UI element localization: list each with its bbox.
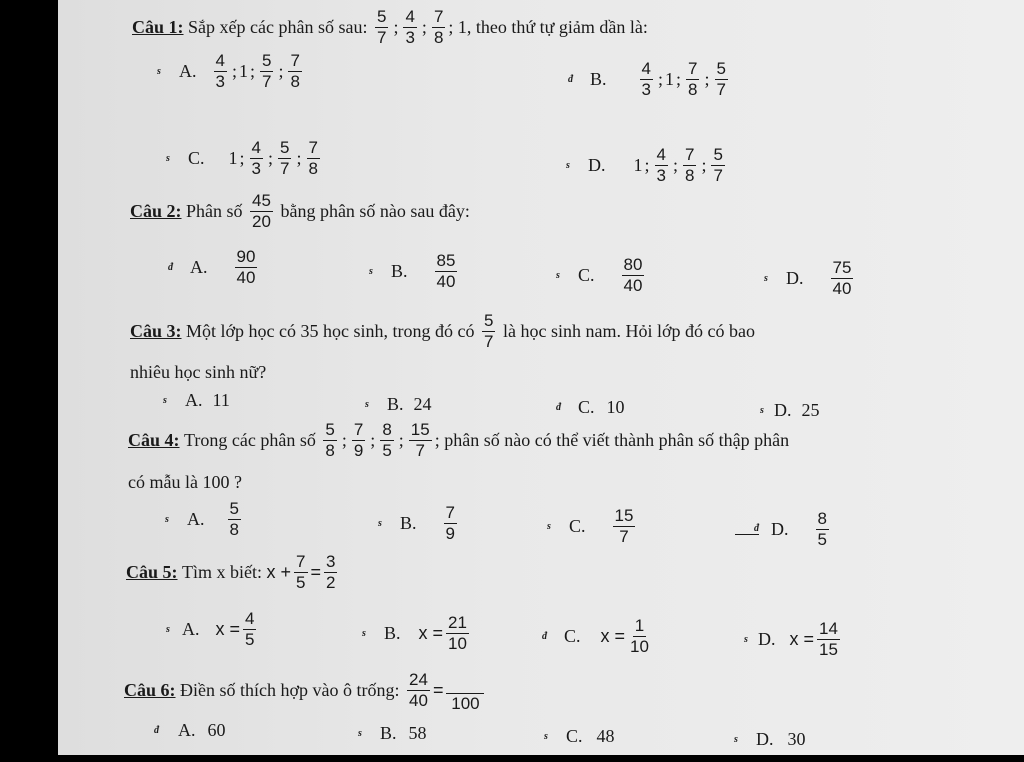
question-1: Câu 1: Sắp xếp các phân số sau: $\frac{5}{7}$ ; $\frac{4}{3}$ ; $\frac{7}{8}$ ; 1, theo thứ tự giảm dần là: (132, 7, 648, 47)
option-6d[interactable] (734, 729, 806, 750)
option-letter: D. (588, 154, 606, 175)
answer-mark: s (764, 272, 768, 284)
fraction: $\frac{8}{5}$ (382, 420, 392, 460)
fraction: $\frac{7}{9}$ (353, 420, 364, 460)
value: 1 (665, 68, 674, 89)
question-3 (130, 312, 755, 351)
fraction: $\frac{4}{3}$ (251, 138, 261, 178)
fraction: $\frac{4}{5}$ (245, 609, 255, 649)
fraction: $\frac{5}{7}$ (376, 7, 387, 47)
value: 1 (633, 154, 643, 175)
fraction: $\frac{7}{5}$ (296, 552, 306, 592)
fraction: $\frac{7}{8}$ (685, 145, 695, 185)
question-label: Câu 5: (126, 561, 178, 582)
fraction: $\frac{75}{40}$ (832, 258, 852, 298)
answer-mark: s (547, 520, 551, 532)
option-5c[interactable] (542, 617, 654, 656)
option-letter: B. (400, 512, 417, 533)
option-6b[interactable] (358, 723, 427, 744)
equation-left: x + (266, 561, 292, 582)
fraction: $\frac{8}{5}$ (817, 509, 827, 549)
option-3a[interactable] (163, 390, 230, 411)
fraction: $\frac{14}{15}$ (819, 619, 838, 659)
option-letter: B. (380, 723, 397, 743)
option-letter: A. (185, 390, 203, 410)
option-2c[interactable] (556, 256, 647, 295)
option-letter: A. (190, 256, 208, 277)
option-3c[interactable] (556, 397, 625, 418)
fraction: $\frac{15}{7}$ (410, 420, 430, 460)
option-letter: A. (187, 508, 205, 529)
question-5 (126, 553, 340, 592)
question-label: Câu 4: (128, 429, 180, 450)
option-letter: D. (771, 518, 789, 539)
answer-mark: s (165, 513, 169, 525)
answer-mark: đ (556, 402, 561, 413)
option-letter: D. (758, 628, 776, 649)
fraction: $\frac{45}{20}$ (252, 191, 271, 231)
answer-mark: đ (168, 261, 173, 273)
equals-sign: = (432, 679, 444, 700)
option-letter: D. (756, 729, 774, 749)
question-4-line2: có mẫu là 100 ? (128, 472, 242, 492)
option-value: 24 (413, 394, 432, 414)
answer-mark: s (744, 633, 748, 645)
question-label: Câu 2: (130, 200, 182, 221)
answer-mark: s (166, 623, 170, 635)
question-text: Phân số (186, 200, 243, 221)
fraction: $\frac{5}{7}$ (484, 311, 494, 351)
option-letter: D. (786, 267, 804, 288)
option-letter: C. (566, 726, 583, 746)
option-letter: C. (578, 397, 595, 417)
bottom-edge (0, 755, 1024, 762)
fraction: $\frac{5}{8}$ (229, 499, 239, 539)
answer-mark: đ (735, 523, 759, 535)
question-text: Một lớp học có 35 học sinh, trong đó có (186, 320, 475, 341)
option-value: 25 (801, 400, 820, 420)
answer-mark: đ (568, 73, 573, 85)
fraction: $\frac{4}{3}$ (656, 145, 666, 185)
blank-box[interactable] (448, 668, 482, 688)
answer-mark: s (163, 395, 167, 406)
option-2b[interactable] (369, 252, 460, 291)
blank-fraction: 100 (446, 668, 484, 713)
option-value: 48 (596, 726, 615, 746)
fraction: $\frac{5}{7}$ (262, 51, 272, 91)
answer-mark: s (369, 265, 373, 277)
fraction: $\frac{1}{10}$ (630, 616, 649, 656)
question-2 (130, 192, 470, 231)
option-prefix: x = (418, 622, 444, 643)
option-5b[interactable] (362, 614, 472, 653)
option-letter: B. (391, 260, 408, 281)
question-text-after: ; 1, theo thứ tự giảm dần là: (448, 16, 648, 37)
fraction: $\frac{5}{7}$ (716, 59, 726, 99)
option-1a[interactable]: s A. $\frac{4}{3}$ ; 1 ; $\frac{5}{7}$ ; $\frac{7}{8}$ (157, 51, 300, 91)
question-4: Câu 4: Trong các phân số $\frac{5}{8}$ ; $\frac{7}{9}$ ; $\frac{8}{5}$ ; $\frac{15}{7}$ ; phân số nào có thể viết thành phân số thập phân (128, 420, 790, 460)
option-3d[interactable] (760, 400, 820, 421)
option-1d[interactable]: s D. 1 ; $\frac{4}{3}$ ; $\frac{7}{8}$ ; $\frac{5}{7}$ (566, 145, 723, 185)
answer-mark: s (760, 405, 764, 416)
worksheet-page (58, 0, 1024, 762)
option-5a[interactable] (166, 610, 259, 649)
fraction: $\frac{24}{40}$ (409, 670, 428, 710)
option-letter: A. (179, 60, 197, 81)
question-text: Trong các phân số (184, 429, 316, 450)
question-text-after: ; phân số nào có thể viết thành phân số thập phân (434, 429, 790, 450)
fraction: $\frac{7}{8}$ (688, 59, 698, 99)
question-text-after: là học sinh nam. Hỏi lớp đó có bao (502, 320, 755, 341)
value: 1 (228, 147, 238, 168)
fraction: $\frac{7}{9}$ (445, 503, 455, 543)
option-6c[interactable] (544, 726, 615, 747)
option-letter: C. (188, 147, 205, 168)
answer-mark: s (362, 627, 366, 639)
question-6 (124, 668, 487, 713)
answer-mark: s (166, 152, 170, 164)
option-2d[interactable] (764, 259, 856, 298)
option-letter: D. (774, 400, 792, 420)
question-label: Câu 6: (124, 679, 176, 700)
option-letter: C. (564, 625, 581, 646)
option-prefix: x = (215, 618, 241, 639)
question-label: Câu 1: (132, 16, 184, 37)
option-value: 58 (408, 723, 427, 743)
fraction: $\frac{4}{3}$ (405, 7, 415, 47)
option-4b[interactable] (378, 504, 460, 543)
answer-mark: s (556, 269, 560, 281)
answer-mark: s (365, 399, 369, 410)
answer-mark: s (358, 728, 362, 739)
option-value: 11 (212, 390, 230, 410)
option-prefix: x = (789, 628, 815, 649)
option-5d[interactable] (744, 620, 843, 659)
option-1c[interactable]: s C. 1 ; $\frac{4}{3}$ ; $\frac{5}{7}$ ; $\frac{7}{8}$ (166, 138, 318, 178)
answer-mark: s (566, 159, 570, 171)
fraction: $\frac{85}{40}$ (436, 251, 456, 291)
fraction: $\frac{7}{8}$ (308, 138, 318, 178)
option-letter: B. (387, 394, 404, 414)
option-4c[interactable] (547, 507, 638, 546)
fraction: $\frac{5}{7}$ (280, 138, 290, 178)
fraction: $\frac{5}{7}$ (713, 145, 723, 185)
question-text: Sắp xếp các phân số sau: (188, 16, 368, 37)
answer-mark: s (734, 734, 738, 745)
fraction: $\frac{80}{40}$ (623, 255, 643, 295)
option-letter: A. (178, 720, 196, 740)
option-4a[interactable] (165, 500, 244, 539)
fraction: $\frac{3}{2}$ (326, 552, 336, 592)
fraction: $\frac{5}{8}$ (325, 420, 335, 460)
fraction: $\frac{15}{7}$ (614, 506, 634, 546)
option-3b[interactable] (365, 394, 432, 415)
option-2a[interactable] (168, 248, 260, 287)
value: 1 (238, 60, 248, 81)
option-letter: C. (569, 515, 586, 536)
answer-mark: s (157, 65, 161, 77)
option-4d[interactable] (735, 510, 832, 549)
option-letter: B. (590, 68, 607, 89)
option-value: 60 (207, 720, 226, 740)
question-text: Tìm x biết: (182, 561, 263, 582)
fraction: $\frac{4}{3}$ (215, 51, 225, 91)
equals-sign: = (310, 561, 322, 582)
fraction: $\frac{4}{3}$ (641, 59, 651, 99)
option-value: 10 (606, 397, 625, 417)
answer-mark: đ (542, 630, 547, 642)
option-prefix: x = (600, 625, 626, 646)
fraction: $\frac{7}{8}$ (433, 7, 444, 47)
answer-mark: đ (154, 725, 159, 736)
option-letter: C. (578, 264, 595, 285)
answer-mark: s (378, 517, 382, 529)
option-letter: B. (384, 622, 401, 643)
fraction: $\frac{21}{10}$ (448, 613, 467, 653)
option-value: 30 (787, 729, 806, 749)
fraction: $\frac{7}{8}$ (290, 51, 300, 91)
question-label: Câu 3: (130, 320, 182, 341)
option-1b[interactable]: đ B. $\frac{4}{3}$ ; 1 ; $\frac{7}{8}$ ; $\frac{5}{7}$ (568, 59, 726, 99)
answer-mark: s (544, 731, 548, 742)
question-text-after: bằng phân số nào sau đây: (280, 200, 470, 221)
option-letter: A. (182, 618, 200, 639)
question-3-line2: nhiêu học sinh nữ? (130, 362, 267, 382)
fraction: $\frac{90}{40}$ (236, 247, 256, 287)
question-text: Điền số thích hợp vào ô trống: (180, 679, 400, 700)
option-6a[interactable] (154, 720, 226, 741)
